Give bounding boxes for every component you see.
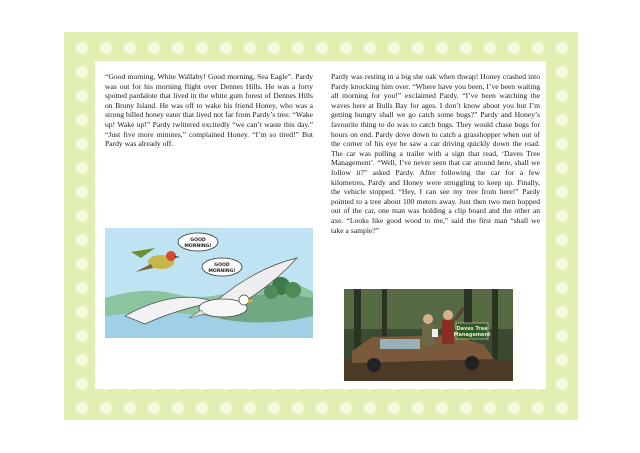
tree-management-sign [454, 323, 491, 339]
story-text-left: “Good morning, White Wallaby! Good morning, Sea Eagle”. Pardy was out for his morning flight over Dennes Hills. He was a forty spotted pardalote that lived in the white gum forest of Dennes Hills on Bruny Island. He was off to wake his friend Honey, who was a strong billed honey eater that lived not far from Pardy’s tree. “Wake up! Wake up!” Pardy twittered excitedly “we can’t waste this day.” “Just five more minutes,” complained Honey. “I’m so tired!” But Pardy was already off. [105, 72, 313, 149]
bubble-2-line-2: MORNING! [208, 269, 236, 274]
bubble-1-line-2: MORNING! [184, 244, 212, 249]
birds-illustration [105, 228, 313, 338]
forest-illustration [344, 289, 513, 381]
speech-bubble-2 [202, 258, 242, 276]
birds-flying-image [105, 228, 313, 338]
bubble-1-line-1: GOOD [190, 238, 206, 243]
sign-line-2: Management [453, 332, 491, 338]
sign-line-1: Daves Tree [456, 326, 488, 332]
bubble-2-line-1: GOOD [214, 263, 230, 268]
speech-bubble-1 [178, 233, 218, 251]
forest-scene-image [344, 289, 513, 381]
story-text-right: Pardy was resting in a big she oak when thwap! Honey crashed into Pardy knocking him over. “Where have you been, I’ve been waiting all morning for you!” exclaimed Pardy. “I’ve been watching the waves here at Bulls Bay for ages. I don’t know about you but I’m getting hungry shall we go catch some bugs?” Pardy and Honey’s favourite thing to do was to catch bugs. They would chase bugs for hours on end. Pardy dove down to catch a grasshopper when out of the corner of his eye he saw a car driving quickly down the road. The car was pulling a trailer with a sign that read, ‘Daves Tree Management’. “Well, I’ve never seen that car around here, shall we follow it?” asked Pardy. After following the car for a few kilometres, Pardy and Honey were struggling to keep up. Finally, the vehicle stopped. “Hey, I can see my tree from here!” Pardy pointed to a tree about 100 meters away. Just then two men hopped out of the car, one man was holding a clip board and the other an axe. “Looks like good wood to me,” said the first man “shall we take a sample?” [331, 72, 540, 235]
